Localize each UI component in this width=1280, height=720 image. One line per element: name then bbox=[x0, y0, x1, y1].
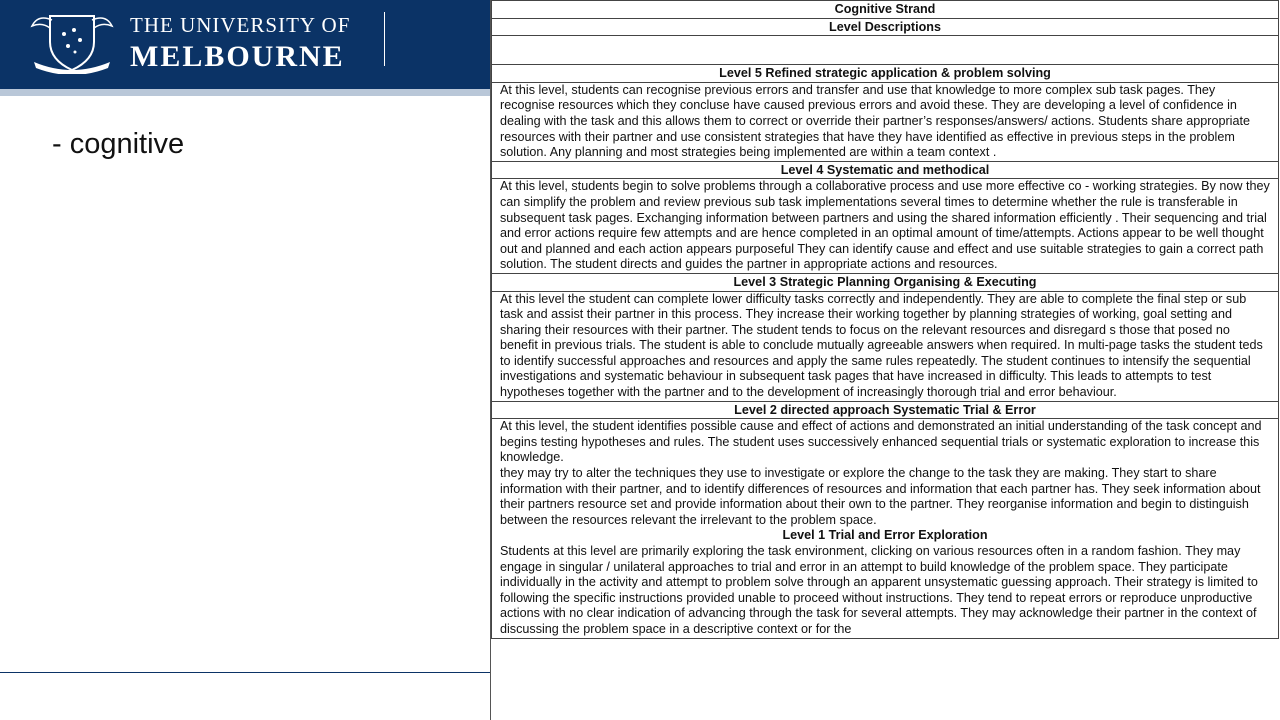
level-5-description: At this level, students can recognise previous errors and transfer and use that knowledge to more complex sub task pages. They recognise resources which they concluse have caused previous errors and avoid these. They are developing a level of confidence in dealing with the task and this allows them to correct or override their partner’s responses/answers/ actions. Students share appropriate resources with their partner and use consistent strategies that have they have identified as effective in previous steps in the problem solution. Any planning and most strategies being implemented are within a team context . bbox=[492, 82, 1279, 161]
level-2-description bbox=[492, 419, 1279, 638]
level-4-description: At this level, students begin to solve problems through a collaborative process and use more effective co - working strategies. By now they can simplify the problem and review previous sub task implementations several times to determine whether the rule is transferable in subsequent task pages. Exchanging information between partners and using the shared information efficiently . Their sequencing and trial and error actions require few attempts and are hence completed in an optimal amount of time/attempts. Actions appear to be well thought out and planned and each action appears purposeful They can identify cause and effect and use suitable strategies to gain a correct path solution. The student directs and guides the partner in appropriate actions and resources. bbox=[492, 179, 1279, 274]
level-4-heading: Level 4 Systematic and methodical bbox=[492, 161, 1279, 179]
level-2-heading: Level 2 directed approach Systematic Trial & Error bbox=[492, 401, 1279, 419]
level-3-heading: Level 3 Strategic Planning Organising & Executing bbox=[492, 273, 1279, 291]
university-header bbox=[0, 0, 490, 89]
level-descriptions-document bbox=[490, 0, 1279, 720]
level-descriptions-table bbox=[491, 0, 1279, 639]
university-name-line1: THE UNIVERSITY OF bbox=[130, 13, 351, 37]
level-5-heading: Level 5 Refined strategic application & problem solving bbox=[492, 65, 1279, 83]
spacer-row bbox=[492, 36, 1279, 65]
table-title: Level Descriptions bbox=[492, 18, 1279, 36]
university-name bbox=[130, 12, 350, 74]
level-2-paragraph-2: they may try to alter the techniques they use to investigate or explore the change to the task they are making. They start to share information with their partner, and to identify differences of resources and information that each partner has. They seek information about their partners resource set and provide information about their own to the partner. They reorganise information and begin to distinguish between the resources relevant the irrelevant to the problem space. bbox=[500, 466, 1261, 527]
strand-heading: Cognitive Strand bbox=[492, 1, 1279, 19]
level-2-paragraph-1: At this level, the student identifies possible cause and effect of actions and demonstrated an initial understanding of the task concept and begins testing hypotheses and rules. The student uses successively enhanced sequential trials or systematic exploration to increase this knowledge. bbox=[500, 419, 1262, 465]
level-1-description: Students at this level are primarily exploring the task environment, clicking on various resources often in a random fashion. They may engage in singular / unilateral approaches to trial and error in an attempt to build knowledge of the problem space. They participate individually in the activity and attempt to problem solve through an apparent unsystematic guessing approach. Their strategy is limited to following the specific instructions provided unable to proceed without instructions. They tend to repeat errors or reproduce unproductive actions with no clear indication of advancing through the task for several attempts. They may acknowledge their partner in the context of discussing the problem space in a descriptive context or for the bbox=[500, 544, 1258, 636]
header-stripe bbox=[0, 89, 490, 96]
level-3-description: At this level the student can complete lower difficulty tasks correctly and independently. They are able to complete the final step or sub task and assist their partner in this process. They increase their working together by planning strategies of working, goal setting and sharing their resources with their partner. The student tends to focus on the relevant resources and disregard s those that posed no benefit in previous trials. The student is able to conclude mutually agreeable answers when required. In multi-page tasks the student teds to identify successful approaches and resources and apply the same rules repeatedly. The student continues to intensify the sequential investigations and systematic behaviour in subsequent task pages that have increased in difficulty. This leads to attempts to test hypotheses together with the partner and to the development of increasingly thorough trial and error behaviour. bbox=[492, 291, 1279, 401]
university-crest-icon bbox=[28, 12, 116, 74]
level-1-heading: Level 1 Trial and Error Exploration bbox=[782, 528, 988, 543]
slide-bullet-text: - cognitive bbox=[52, 128, 185, 160]
footer-rule bbox=[0, 672, 490, 673]
university-name-line2: MELBOURNE bbox=[130, 40, 345, 73]
header-divider bbox=[384, 12, 385, 66]
